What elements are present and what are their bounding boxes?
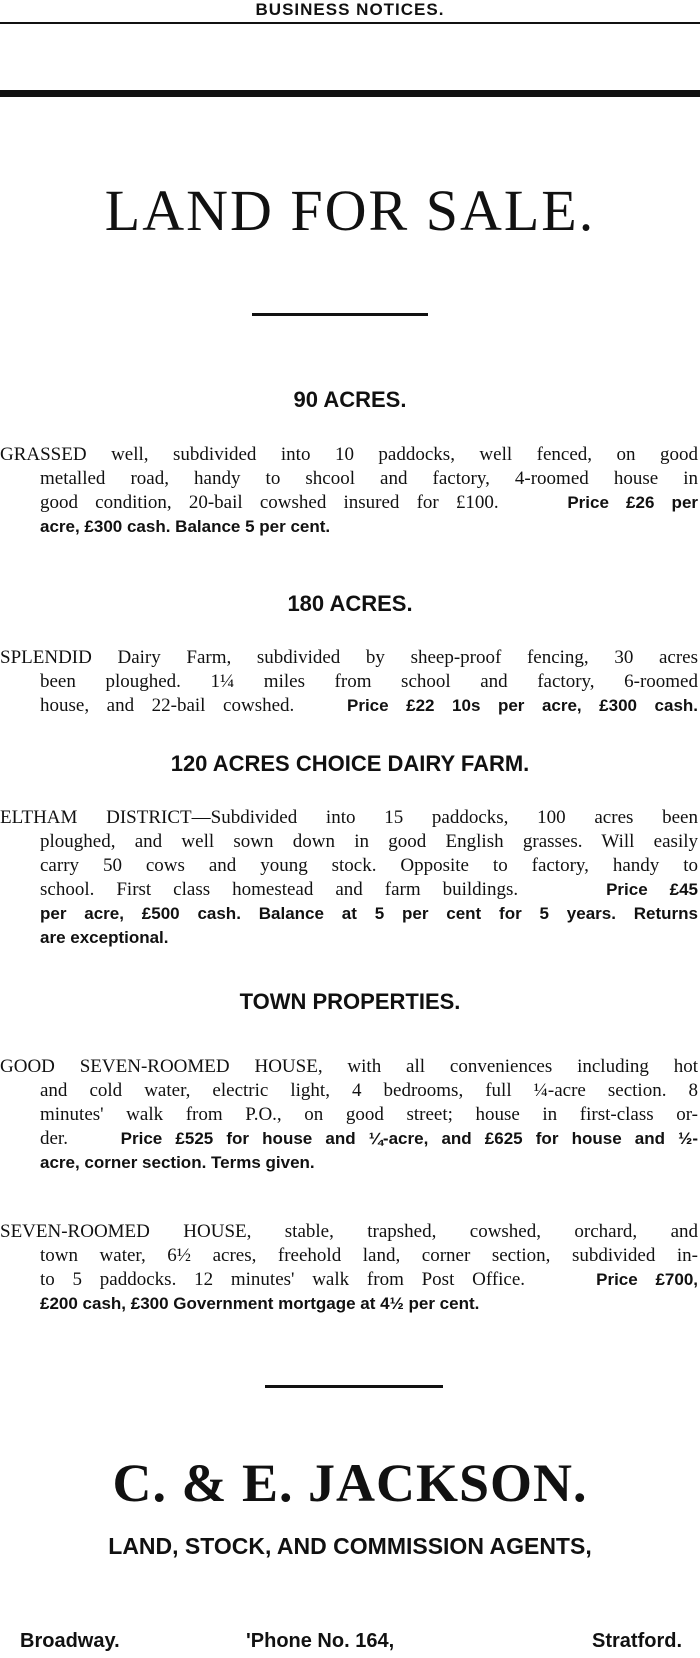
header-rule [0,22,700,24]
listing-text: good condition, 20-bail cowshed insured for £100. [40,492,499,513]
listing-line: carry 50 cows and young stock. Opposite to factory, handy to [40,855,698,876]
listing-line: been ploughed. 1¼ miles from school and factory, 6-roomed [40,671,698,692]
listing-text: school. First class homestead and farm buildings. [40,879,519,900]
property-price: £200 cash, £300 Government mortgage at 4½ per cent. [40,1294,480,1313]
listing-line: GRASSED well, subdivided into 10 paddocks, well fenced, on good [0,444,698,465]
listing-price: are exceptional. [40,928,169,947]
property-line [0,1268,698,1292]
listing-price: per acre, £500 cash. Balance at 5 per cent for 5 years. Returns [40,904,698,923]
listing-heading-120-acres: 120 ACRES CHOICE DAIRY FARM. [170,751,530,776]
firm-name: C. & E. JACKSON. [112,1453,588,1513]
listing-heading-90-acres: 90 ACRES. [293,387,407,412]
page-title: LAND FOR SALE. [104,178,596,243]
listing-line [0,491,698,515]
firm-tagline: LAND, STOCK, AND COMMISSION AGENTS, [108,1533,592,1559]
property-line: town water, 6½ acres, freehold land, corner section, subdivided in- [40,1245,698,1266]
section-header: BUSINESS NOTICES. [255,0,445,19]
listing-line [0,694,698,718]
listing-body-180-acres [0,646,698,718]
firm-address: Broadway. [20,1630,120,1652]
firm-town: Stratford. [592,1630,682,1652]
property-line: and cold water, electric light, 4 bedrooms, full ¼-acre section. 8 [40,1080,698,1101]
property-line: GOOD SEVEN-ROOMED HOUSE, with all conveniences including hot [0,1056,698,1077]
listing-line: ploughed, and well sown down in good English grasses. Will easily [40,831,698,852]
property-price: acre, corner section. Terms given. [40,1153,315,1172]
firm-phone: 'Phone No. 164, [246,1630,395,1652]
listing-line: ELTHAM DISTRICT—Subdivided into 15 paddocks, 100 acres been [0,807,698,828]
listing-line: metalled road, handy to shcool and factory, 4-roomed house in [40,468,698,489]
property-price: Price £700, [596,1270,698,1289]
listing-price: acre, £300 cash. Balance 5 per cent. [40,517,331,536]
listing-price: Price £22 10s per acre, £300 cash. [347,696,699,715]
listing-line [0,878,698,902]
listing-body-90-acres [0,443,698,539]
firm-divider [265,1385,443,1388]
property-price: Price £525 for house and ¼-acre, and £625 for house and ½- [120,1129,698,1148]
title-divider [252,313,428,316]
listing-body-120-acres [0,806,698,950]
listing-line: SPLENDID Dairy Farm, subdivided by sheep-proof fencing, 30 acres [0,647,698,668]
listing-heading-180-acres: 180 ACRES. [287,591,413,616]
town-properties-heading: TOWN PROPERTIES. [239,989,461,1014]
property-line: SEVEN-ROOMED HOUSE, stable, trapshed, cowshed, orchard, and [0,1221,698,1242]
property-body-seven-roomed [0,1220,698,1316]
property-line: minutes' walk from P.O., on good street; house in first-class or- [40,1104,698,1125]
listing-text: house, and 22-bail cowshed. [40,695,295,716]
property-text: der. [40,1128,68,1149]
property-line [0,1127,698,1151]
listing-price: Price £45 [606,880,698,899]
property-body-good-seven-roomed [0,1055,698,1175]
property-text: to 5 paddocks. 12 minutes' walk from Post Office. [40,1269,526,1290]
listing-price: Price £26 per [567,493,699,512]
thick-rule [0,90,700,97]
